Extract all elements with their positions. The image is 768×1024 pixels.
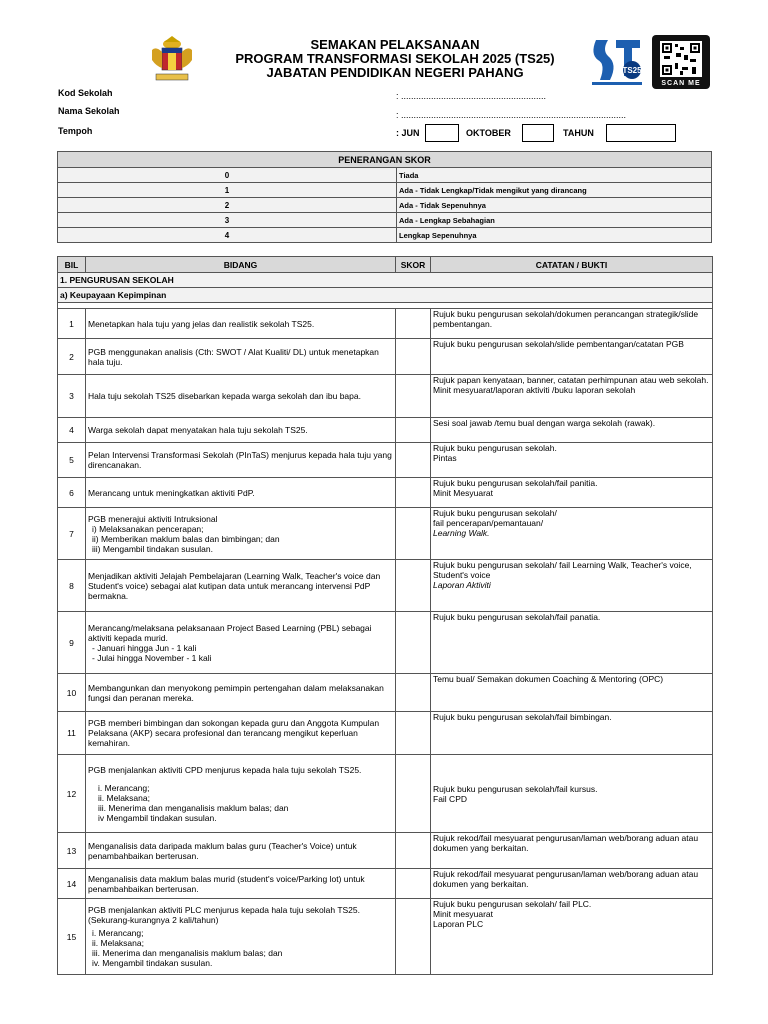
row-number: 9 bbox=[58, 612, 86, 674]
score-legend-table bbox=[57, 151, 712, 243]
row-catatan: Rujuk rekod/fail mesyuarat pengurusan/laman web/borang aduan atau dokumen yang berkaitan. bbox=[431, 869, 713, 899]
row-bidang: PGB menggunakan analisis (Cth: SWOT / Alat Kualiti/ DL) untuk menetapkan hala tuju. bbox=[86, 339, 396, 375]
row-skor-cell[interactable] bbox=[396, 869, 431, 899]
jun-box[interactable] bbox=[425, 124, 459, 142]
legend-row bbox=[58, 183, 712, 198]
subsection-title: a) Keupayaan Kepimpinan bbox=[58, 288, 713, 303]
table-row bbox=[58, 508, 713, 560]
row-number: 5 bbox=[58, 443, 86, 478]
bidang-line: PGB menjalankan aktiviti CPD menjurus kepada hala tuju sekolah TS25. bbox=[88, 764, 362, 775]
row-skor-cell[interactable] bbox=[396, 755, 431, 833]
row-catatan bbox=[431, 560, 713, 612]
nama-sekolah-label: Nama Sekolah bbox=[58, 106, 120, 116]
row-number: 1 bbox=[58, 309, 86, 339]
bidang-item: iv. Mengambil tindakan susulan. bbox=[92, 958, 213, 968]
catatan-line: Rujuk buku pengurusan sekolah/ bbox=[433, 508, 557, 518]
catatan-line: Rujuk buku pengurusan sekolah. bbox=[433, 443, 557, 453]
legend-desc: Ada - Tidak Lengkap/Tidak mengikut yang dirancang bbox=[397, 183, 712, 198]
catatan-line: Pintas bbox=[433, 453, 457, 463]
scan-me-label: SCAN ME bbox=[661, 80, 701, 87]
col-bil-header: BIL bbox=[58, 257, 86, 273]
table-row bbox=[58, 443, 713, 478]
row-number: 12 bbox=[58, 755, 86, 833]
tahun-label: TAHUN bbox=[563, 128, 594, 138]
row-catatan: Rujuk buku pengurusan sekolah/fail bimbingan. bbox=[431, 712, 713, 755]
table-row bbox=[58, 375, 713, 418]
row-catatan bbox=[431, 508, 713, 560]
row-number: 2 bbox=[58, 339, 86, 375]
catatan-line: Laporan PLC bbox=[433, 919, 484, 929]
row-skor-cell[interactable] bbox=[396, 375, 431, 418]
row-skor-cell[interactable] bbox=[396, 560, 431, 612]
row-number: 11 bbox=[58, 712, 86, 755]
row-skor-cell[interactable] bbox=[396, 508, 431, 560]
jun-label: : JUN bbox=[396, 128, 420, 138]
table-row bbox=[58, 309, 713, 339]
row-bidang: Pelan Intervensi Transformasi Sekolah (PInTaS) menjurus kepada hala tuju yang direncanakan. bbox=[86, 443, 396, 478]
kod-sekolah-label: Kod Sekolah bbox=[58, 88, 113, 98]
table-row bbox=[58, 339, 713, 375]
table-row bbox=[58, 869, 713, 899]
oktober-box[interactable] bbox=[522, 124, 554, 142]
bidang-item: ii) Memberikan maklum balas dan bimbingan; dan bbox=[92, 533, 280, 544]
legend-score: 4 bbox=[58, 228, 397, 243]
row-skor-cell[interactable] bbox=[396, 478, 431, 508]
bidang-item: iii. Menerima dan menganalisis maklum balas; dan bbox=[92, 948, 283, 958]
nama-sekolah-field[interactable]: : .......................................................................................... bbox=[396, 110, 627, 120]
legend-row bbox=[58, 168, 712, 183]
row-catatan: Sesi soal jawab /temu bual dengan warga sekolah (rawak). bbox=[431, 418, 713, 443]
oktober-label: OKTOBER bbox=[466, 128, 511, 138]
row-bidang: Menganalisis data maklum balas murid (student's voice/Parking lot) untuk penambahbaikan berterusan. bbox=[86, 869, 396, 899]
legend-desc: Tiada bbox=[397, 168, 712, 183]
row-number: 6 bbox=[58, 478, 86, 508]
title-line-3: JABATAN PENDIDIKAN NEGERI PAHANG bbox=[266, 65, 524, 80]
catatan-line: Fail CPD bbox=[433, 793, 468, 804]
legend-score: 2 bbox=[58, 198, 397, 213]
table-row bbox=[58, 478, 713, 508]
catatan-line: Learning Walk. bbox=[433, 528, 490, 538]
table-row bbox=[58, 612, 713, 674]
row-bidang: Hala tuju sekolah TS25 disebarkan kepada warga sekolah dan ibu bapa. bbox=[86, 375, 396, 418]
row-catatan: Temu bual/ Semakan dokumen Coaching & Mentoring (OPC) bbox=[431, 674, 713, 712]
tempoh-label: Tempoh bbox=[58, 126, 93, 136]
catatan-line: Rujuk buku pengurusan sekolah/ fail PLC. bbox=[433, 899, 592, 909]
row-bidang: Menganalisis data daripada maklum balas guru (Teacher's Voice) untuk penambahbaikan berterusan. bbox=[86, 833, 396, 869]
row-bidang: Menjadikan aktiviti Jelajah Pembelajaran (Learning Walk, Teacher's voice dan Student's voice) sebagai alat kutipan data untuk merancang intervensi PdP bermakna. bbox=[86, 560, 396, 612]
table-row bbox=[58, 418, 713, 443]
legend-desc: Ada - Tidak Sepenuhnya bbox=[397, 198, 712, 213]
legend-row bbox=[58, 213, 712, 228]
table-row bbox=[58, 674, 713, 712]
legend-header: PENERANGAN SKOR bbox=[58, 152, 712, 168]
catatan-line: Rujuk buku pengurusan sekolah/fail panitia. bbox=[433, 478, 598, 488]
row-number: 3 bbox=[58, 375, 86, 418]
checklist-table bbox=[57, 256, 713, 975]
row-number: 14 bbox=[58, 869, 86, 899]
kod-sekolah-field[interactable]: : .......................................................... bbox=[396, 91, 547, 101]
title-line-2: PROGRAM TRANSFORMASI SEKOLAH 2025 (TS25) bbox=[235, 51, 555, 66]
table-row bbox=[58, 560, 713, 612]
table-row bbox=[58, 833, 713, 869]
col-catatan-header: CATATAN / BUKTI bbox=[431, 257, 713, 273]
title-line-1: SEMAKAN PELAKSANAAN bbox=[310, 37, 480, 52]
row-skor-cell[interactable] bbox=[396, 899, 431, 975]
section-title: 1. PENGURUSAN SEKOLAH bbox=[58, 273, 713, 288]
bidang-line: Merancang/melaksana pelaksanaan Project Based Learning (PBL) sebagai aktiviti kepada murid. bbox=[88, 622, 372, 643]
legend-score: 1 bbox=[58, 183, 397, 198]
table-row bbox=[58, 899, 713, 975]
legend-score: 0 bbox=[58, 168, 397, 183]
row-skor-cell[interactable] bbox=[396, 712, 431, 755]
row-skor-cell[interactable] bbox=[396, 833, 431, 869]
col-skor-header: SKOR bbox=[396, 257, 431, 273]
row-number: 4 bbox=[58, 418, 86, 443]
document-title bbox=[200, 38, 590, 80]
row-bidang: Warga sekolah dapat menyatakan hala tuju sekolah TS25. bbox=[86, 418, 396, 443]
row-number: 8 bbox=[58, 560, 86, 612]
row-bidang: Membangunkan dan menyokong pemimpin pertengahan dalam melaksanakan fungsi dan peranan mereka. bbox=[86, 674, 396, 712]
row-catatan bbox=[431, 375, 713, 418]
bidang-item: - Januari hingga Jun - 1 kali bbox=[92, 642, 197, 653]
ts25-logo-text: TS25 bbox=[622, 66, 642, 75]
row-number: 7 bbox=[58, 508, 86, 560]
catatan-line: Minit mesyuarat bbox=[433, 909, 493, 919]
qr-code-image bbox=[660, 41, 702, 77]
row-bidang: PGB memberi bimbingan dan sokongan kepada guru dan Anggota Kumpulan Pelaksana (AKP) secara profesional dan terancang mengikut keperluan kemahiran. bbox=[86, 712, 396, 755]
row-bidang bbox=[86, 508, 396, 560]
bidang-item: i) Melaksanakan pencerapan; bbox=[92, 523, 204, 534]
catatan-line: fail pencerapan/pemantauan/ bbox=[433, 518, 544, 528]
row-bidang: Merancang untuk meningkatkan aktiviti PdP. bbox=[86, 478, 396, 508]
bidang-line: PGB menjalankan aktiviti PLC menjurus kepada hala tuju sekolah TS25. (Sekurang-kurangnya 2 kali/tahun) bbox=[88, 905, 360, 925]
row-bidang bbox=[86, 612, 396, 674]
row-skor-cell[interactable] bbox=[396, 339, 431, 375]
row-catatan: Rujuk buku pengurusan sekolah/slide pembentangan/catatan PGB bbox=[431, 339, 713, 375]
legend-row bbox=[58, 198, 712, 213]
row-bidang: Menetapkan hala tuju yang jelas dan realistik sekolah TS25. bbox=[86, 309, 396, 339]
row-skor-cell[interactable] bbox=[396, 443, 431, 478]
ts25-logo bbox=[588, 36, 646, 86]
row-catatan bbox=[431, 755, 713, 833]
bidang-item: iii) Mengambil tindakan susulan. bbox=[92, 543, 213, 554]
bidang-item: - Julai hingga November - 1 kali bbox=[92, 652, 212, 663]
qr-code[interactable] bbox=[652, 35, 710, 89]
catatan-line: Minit mesyuarat/laporan aktiviti /buku laporan sekolah bbox=[433, 385, 636, 395]
row-bidang bbox=[86, 755, 396, 833]
table-row bbox=[58, 712, 713, 755]
row-number: 13 bbox=[58, 833, 86, 869]
row-catatan: Rujuk rekod/fail mesyuarat pengurusan/laman web/borang aduan atau dokumen yang berkaitan. bbox=[431, 833, 713, 869]
legend-desc: Ada - Lengkap Sebahagian bbox=[397, 213, 712, 228]
row-number: 10 bbox=[58, 674, 86, 712]
jata-negara-crest-logo bbox=[146, 34, 198, 86]
row-catatan bbox=[431, 478, 713, 508]
legend-row bbox=[58, 228, 712, 243]
table-row bbox=[58, 755, 713, 833]
tahun-box[interactable] bbox=[606, 124, 676, 142]
row-bidang bbox=[86, 899, 396, 975]
bidang-item: i. Merancang; bbox=[92, 928, 144, 938]
catatan-line: Rujuk buku pengurusan sekolah/fail kursus. bbox=[433, 783, 598, 794]
bidang-item: iii. Menerima dan menganalisis maklum balas; dan bbox=[98, 802, 289, 813]
catatan-line: Rujuk buku pengurusan sekolah/ fail Learning Walk, Teacher's voice, Student's voice bbox=[433, 560, 692, 580]
row-catatan: Rujuk buku pengurusan sekolah/fail panatia. bbox=[431, 612, 713, 674]
bidang-item: ii. Melaksana; bbox=[98, 792, 150, 803]
row-catatan bbox=[431, 899, 713, 975]
catatan-line: Minit Mesyuarat bbox=[433, 488, 493, 498]
catatan-line: Rujuk papan kenyataan, banner, catatan perhimpunan atau web sekolah. bbox=[433, 375, 709, 385]
bidang-line: PGB menerajui aktiviti Intruksional bbox=[88, 513, 218, 524]
catatan-line: Laporan Aktiviti bbox=[433, 580, 491, 590]
row-skor-cell[interactable] bbox=[396, 674, 431, 712]
row-skor-cell[interactable] bbox=[396, 309, 431, 339]
row-skor-cell[interactable] bbox=[396, 612, 431, 674]
row-catatan bbox=[431, 443, 713, 478]
row-catatan: Rujuk buku pengurusan sekolah/dokumen perancangan strategik/slide pembentangan. bbox=[431, 309, 713, 339]
bidang-item: i. Merancang; bbox=[98, 782, 150, 793]
bidang-item: iv Mengambil tindakan susulan. bbox=[98, 812, 217, 823]
bidang-item: ii. Melaksana; bbox=[92, 938, 144, 948]
row-number: 15 bbox=[58, 899, 86, 975]
legend-desc: Lengkap Sepenuhnya bbox=[397, 228, 712, 243]
row-skor-cell[interactable] bbox=[396, 418, 431, 443]
legend-score: 3 bbox=[58, 213, 397, 228]
col-bidang-header: BIDANG bbox=[86, 257, 396, 273]
